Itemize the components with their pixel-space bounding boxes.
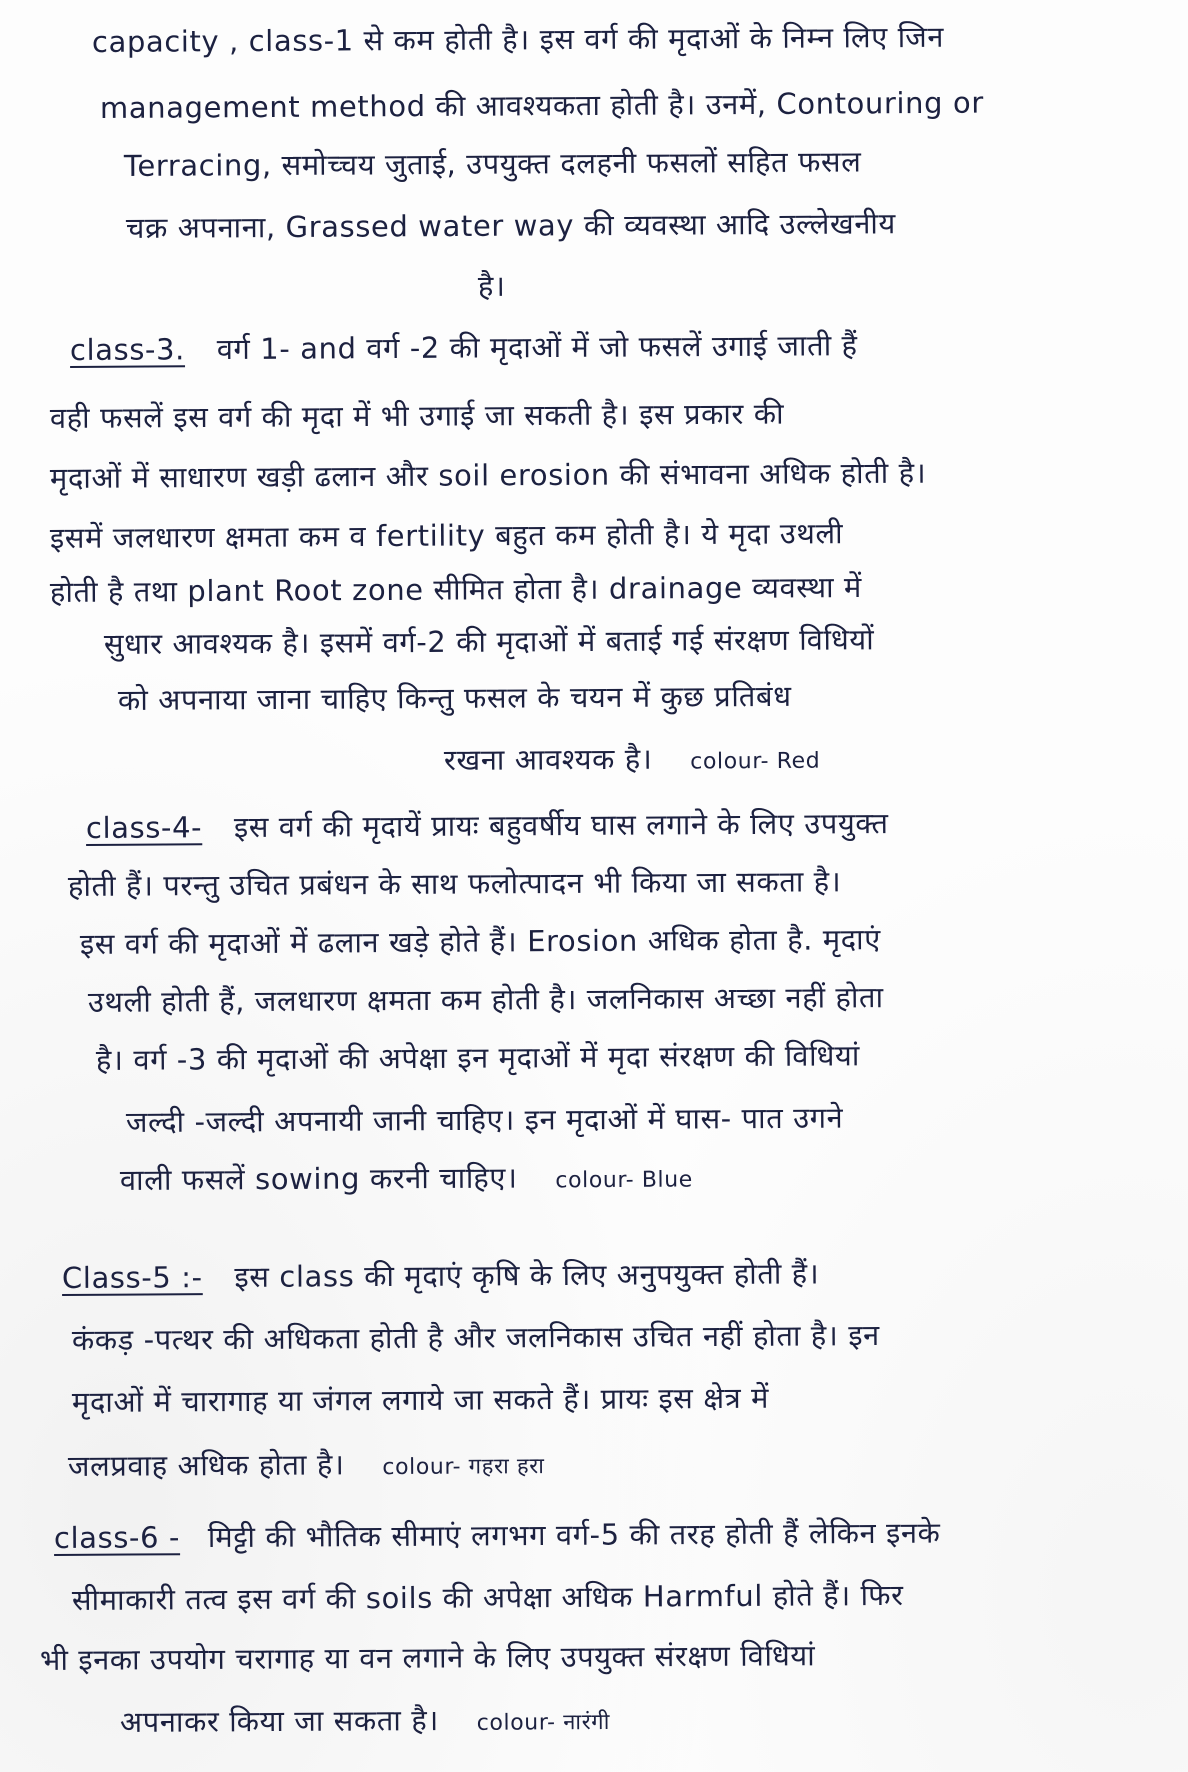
class-4-line: जल्दी -जल्दी अपनायी जानी चाहिए। इन मृदाओं में घास- पात उगने xyxy=(125,1100,844,1139)
class-6-first-line: मिट्टी की भौतिक सीमाएं लगभग वर्ग-5 की तरह होती हैं लेकिन इनके xyxy=(207,1515,941,1555)
class-4-line: उथली होती हैं, जलधारण क्षमता कम होती है। जलनिकास अच्छा नहीं होता xyxy=(87,980,884,1019)
class-5-line: कंकड़ -पत्थर की अधिकता होती है और जलनिकास उचित नहीं होता है। इन xyxy=(71,1318,880,1357)
intro-line-1: capacity , class-1 से कम होती है। इस वर्ग की मृदाओं के निम्न लिए जिन xyxy=(91,19,945,59)
class-3-colour-note: colour- Red xyxy=(690,748,821,775)
class-4-label: class-4- xyxy=(85,810,203,845)
class-4-line: इस वर्ग की मृदाओं में ढलान खड़े होते हैं। Erosion अधिक होता है. मृदाएं xyxy=(79,922,881,961)
class-4-line: है। वर्ग -3 की मृदाओं की अपेक्षा इन मृदाओं में मृदा संरक्षण की विधियां xyxy=(95,1038,861,1077)
class-6-last-line xyxy=(120,1699,610,1746)
class-3-last-text: रखना आवश्यक है। xyxy=(443,741,653,777)
class-6-colour-note: colour- नारंगी xyxy=(476,1710,611,1736)
class-5-first-line: इस class की मृदाएं कृषि के लिए अनुपयुक्त होती हैं। xyxy=(234,1256,820,1294)
class-6-last-text: अपनाकर किया जा सकता है। xyxy=(119,1703,439,1739)
class-5-line: मृदाओं में चारागाह या जंगल लगाये जा सकते हैं। प्रायः इस क्षेत्र में xyxy=(71,1380,770,1419)
class-3-line: सुधार आवश्यक है। इसमें वर्ग-2 की मृदाओं में बताई गई संरक्षण विधियों xyxy=(103,622,875,661)
class-3-line: वही फसलें इस वर्ग की मृदा में भी उगाई जा सकती है। इस प्रकार की xyxy=(49,396,785,435)
class-4-line: होती हैं। परन्तु उचित प्रबंधन के साथ फलोत्पादन भी किया जा सकता है। xyxy=(67,864,842,903)
class-3-line: मृदाओं में साधारण खड़ी ढलान और soil erosion की संभावना अधिक होती है। xyxy=(49,455,927,495)
intro-line-4: चक्र अपनाना, Grassed water way की व्यवस्था आदि उल्लेखनीय xyxy=(125,206,897,245)
class-4-first-line: इस वर्ग की मृदायें प्रायः बहुवर्षीय घास लगाने के लिए उपयुक्त xyxy=(233,806,889,845)
class-6-heading-line xyxy=(54,1513,941,1558)
intro-line-3: Terracing, समोच्चय जुताई, उपयुक्त दलहनी फसलों सहित फसल xyxy=(123,144,862,183)
class-6-label: class-6 - xyxy=(53,1520,181,1555)
class-3-label: class-3. xyxy=(69,332,186,367)
intro-line-5: है। xyxy=(477,268,506,303)
class-5-last-text: जलप्रवाह अधिक होता है। xyxy=(67,1447,345,1483)
class-3-first-line: वर्ग 1- and वर्ग -2 की मृदाओं में जो फसलें उगाई जाती हैं xyxy=(216,328,858,367)
class-6-line: भी इनका उपयोग चरागाह या वन लगाने के लिए उपयुक्त संरक्षण विधियां xyxy=(39,1638,816,1677)
class-4-last-text: वाली फसलें sowing करनी चाहिए। xyxy=(119,1160,518,1197)
intro-line-2: management method की आवश्यकता होती है। उनमें, Contouring or xyxy=(99,85,984,125)
class-4-colour-note: colour- Blue xyxy=(555,1167,693,1194)
class-6-line: सीमाकारी तत्व इस वर्ग की soils की अपेक्षा अधिक Harmful होते हैं। फिर xyxy=(71,1577,904,1617)
class-5-colour-note: colour- गहरा हरा xyxy=(382,1454,545,1481)
class-3-line: होती है तथा plant Root zone सीमित होता है। drainage व्यवस्था में xyxy=(49,570,863,609)
class-3-line: इसमें जलधारण क्षमता कम व fertility बहुत कम होती है। ये मृदा उथली xyxy=(49,516,844,555)
class-5-label: Class-5 :- xyxy=(61,1260,203,1295)
class-3-line: को अपनाया जाना चाहिए किन्तु फसल के चयन में कुछ प्रतिबंध xyxy=(117,678,792,717)
